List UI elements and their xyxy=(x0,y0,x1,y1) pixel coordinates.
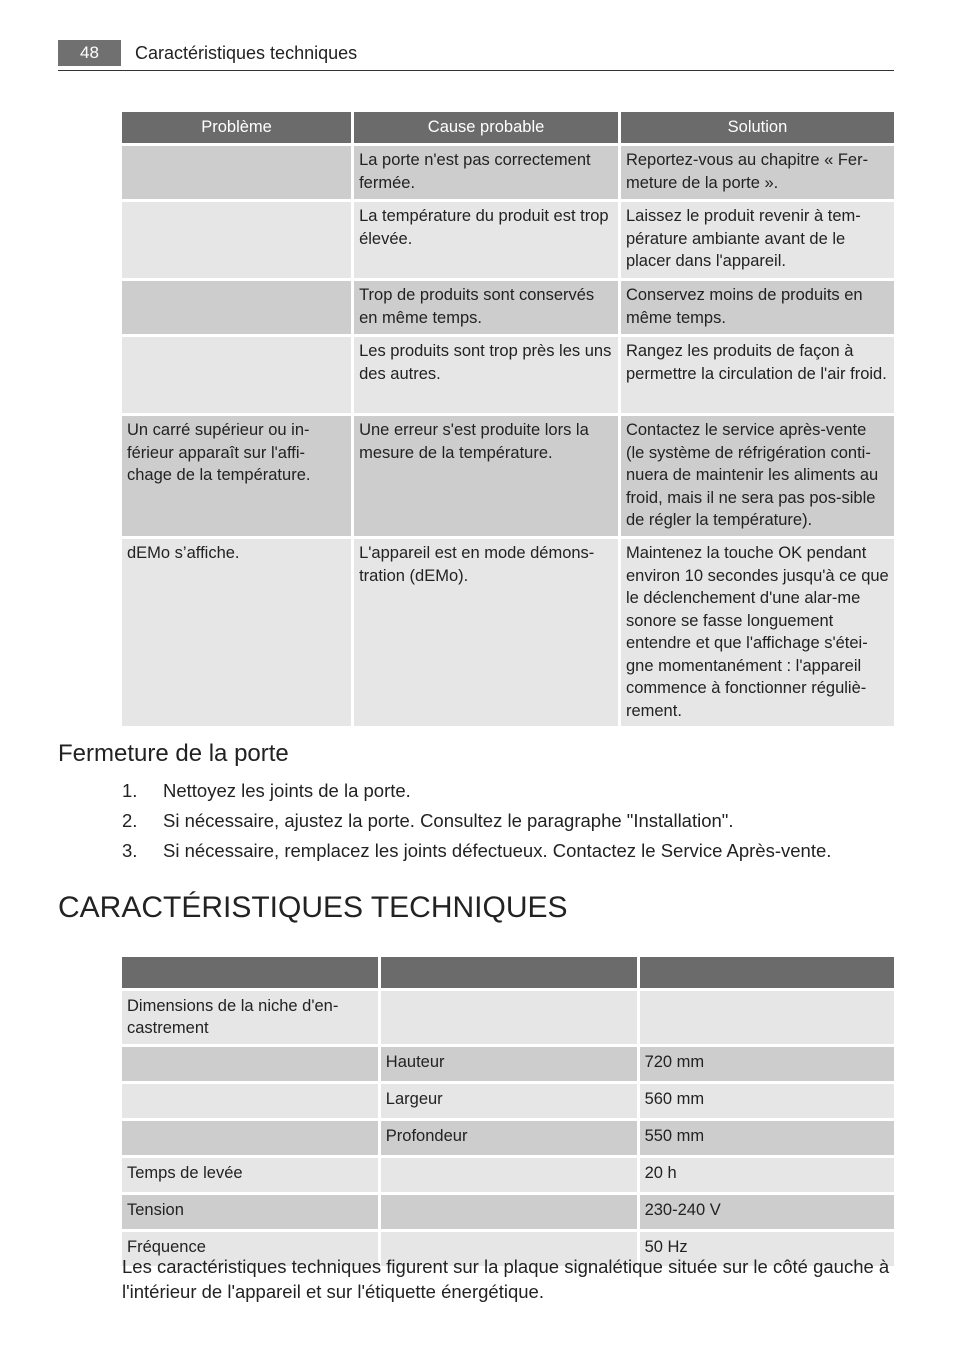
cell-problem xyxy=(122,281,351,334)
cell-problem xyxy=(122,202,351,278)
table-row xyxy=(122,202,894,278)
cell-cause: La température du produit est trop élevée. xyxy=(354,202,618,278)
cell-sublabel xyxy=(381,1158,637,1192)
cell-cause: La porte n'est pas correctement fermée. xyxy=(354,146,618,199)
column-header xyxy=(640,957,894,988)
cell-solution: Contactez le service après-vente (le système de réfrigération conti-nuera de maintenir les aliments au froid, mais il ne sera pas pos-sible de régler la température). xyxy=(621,416,894,536)
cell-label: Fréquence xyxy=(122,1232,378,1266)
list-item xyxy=(122,776,892,806)
cell-value: 720 mm xyxy=(640,1047,894,1081)
door-section-title: Fermeture de la porte xyxy=(58,740,289,767)
column-header-problem: Problème xyxy=(122,112,351,143)
cell-solution: Maintenez la touche OK pendant environ 10 secondes jusqu'à ce que le déclenchement d'une alar-me sonore se fasse longuement entendre et que l'affichage s'étei-gne momentanément : l'appareil commence à fonctionner réguliè-rement. xyxy=(621,539,894,726)
cell-sublabel: Profondeur xyxy=(381,1121,637,1155)
step-number: 3. xyxy=(122,840,138,861)
cell-label: Tension xyxy=(122,1195,378,1229)
table-row xyxy=(122,416,894,536)
table-header-row xyxy=(122,112,894,143)
table-row xyxy=(122,1047,894,1081)
cell-solution: Laissez le produit revenir à tem-pérature ambiante avant de le placer dans l'appareil. xyxy=(621,202,894,278)
cell-problem xyxy=(122,337,351,413)
cell-value: 560 mm xyxy=(640,1084,894,1118)
door-steps-list xyxy=(122,776,892,866)
table-row xyxy=(122,1158,894,1192)
step-text: Nettoyez les joints de la porte. xyxy=(163,780,411,801)
cell-value: 550 mm xyxy=(640,1121,894,1155)
cell-cause: Trop de produits sont conservés en même temps. xyxy=(354,281,618,334)
table-row xyxy=(122,1084,894,1118)
cell-sublabel xyxy=(381,991,637,1044)
cell-problem: Un carré supérieur ou in-férieur apparaît sur l'affi-chage de la température. xyxy=(122,416,351,536)
step-number: 1. xyxy=(122,780,138,801)
running-title: Caractéristiques techniques xyxy=(135,43,358,63)
column-header-cause: Cause probable xyxy=(354,112,618,143)
column-header xyxy=(122,957,378,988)
specs-section-title: CARACTÉRISTIQUES TECHNIQUES xyxy=(58,891,568,924)
troubleshooting-table xyxy=(119,109,897,729)
table-header-row xyxy=(122,957,894,988)
table-row xyxy=(122,337,894,413)
page-number: 48 xyxy=(58,40,121,66)
column-header-solution: Solution xyxy=(621,112,894,143)
table-row xyxy=(122,991,894,1044)
table-row xyxy=(122,539,894,726)
cell-sublabel xyxy=(381,1195,637,1229)
table-row xyxy=(122,1121,894,1155)
cell-sublabel: Hauteur xyxy=(381,1047,637,1081)
cell-cause: L'appareil est en mode démons-tration (dEMo). xyxy=(354,539,618,726)
cell-problem: dEMo s’affiche. xyxy=(122,539,351,726)
cell-problem xyxy=(122,146,351,199)
table-row xyxy=(122,1195,894,1229)
list-item xyxy=(122,836,892,866)
cell-value: 50 Hz xyxy=(640,1232,894,1266)
cell-cause: Les produits sont trop près les uns des autres. xyxy=(354,337,618,413)
step-number: 2. xyxy=(122,810,138,831)
cell-value xyxy=(640,991,894,1044)
cell-solution: Reportez-vous au chapitre « Fer-meture de la porte ». xyxy=(621,146,894,199)
page-header xyxy=(58,38,894,71)
cell-label xyxy=(122,1047,378,1081)
cell-cause: Une erreur s'est produite lors la mesure de la température. xyxy=(354,416,618,536)
table-row xyxy=(122,146,894,199)
cell-label xyxy=(122,1121,378,1155)
cell-label: Temps de levée xyxy=(122,1158,378,1192)
column-header xyxy=(381,957,637,988)
specs-footnote: Les caractéristiques techniques figurent sur la plaque signalétique située sur le côté gauche à l'intérieur de l'appareil et sur l'étiquette énergétique. xyxy=(122,1256,890,1302)
cell-label xyxy=(122,1084,378,1118)
specs-table xyxy=(119,954,897,1269)
cell-solution: Conservez moins de produits en même temps. xyxy=(621,281,894,334)
cell-value: 230-240 V xyxy=(640,1195,894,1229)
table-row xyxy=(122,281,894,334)
cell-sublabel: Largeur xyxy=(381,1084,637,1118)
list-item xyxy=(122,806,892,836)
cell-label: Dimensions de la niche d'en-castrement xyxy=(122,991,378,1044)
step-text: Si nécessaire, remplacez les joints défectueux. Contactez le Service Après-vente. xyxy=(163,840,832,861)
cell-solution: Rangez les produits de façon à permettre la circulation de l'air froid. xyxy=(621,337,894,413)
cell-value: 20 h xyxy=(640,1158,894,1192)
step-text: Si nécessaire, ajustez la porte. Consultez le paragraphe "Installation". xyxy=(163,810,734,831)
